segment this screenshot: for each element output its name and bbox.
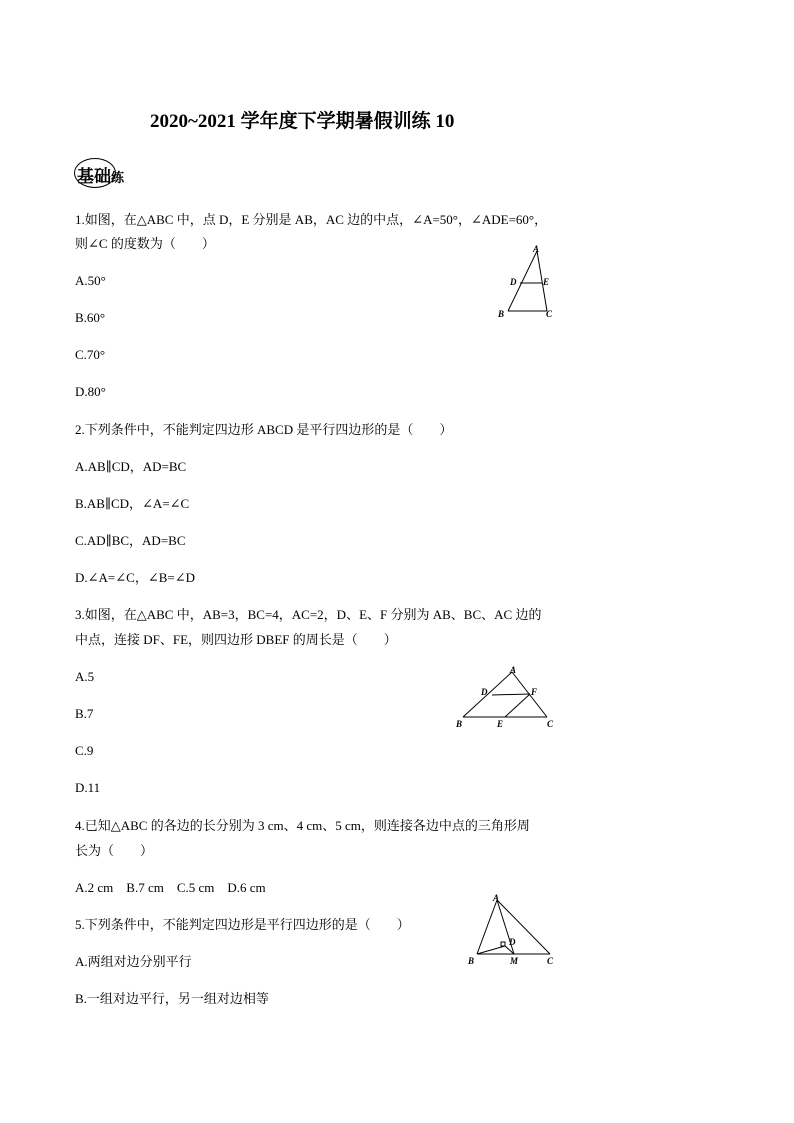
q3-label-b: B — [456, 719, 463, 729]
q3-stem-line1: 3.如图，在△ABC 中，AB=3，BC=4，AC=2，D、E、F 分别为 AB、BC、AC 边的 — [75, 607, 542, 622]
section-badge — [74, 158, 144, 190]
q5-label-d: D — [509, 937, 516, 947]
q3-label-d: D — [481, 687, 488, 697]
q5-label-a: A — [493, 893, 500, 903]
q5-label-m: M — [510, 956, 519, 966]
q5-option-b: B.一组对边平行，另一组对边相等 — [75, 991, 269, 1006]
q3-option-b: B.7 — [75, 706, 94, 721]
q1-label-d: D — [510, 277, 517, 287]
q5-figure — [462, 889, 566, 969]
q4-stem-line1: 4.已知△ABC 的各边的长分别为 3 cm、4 cm、5 cm，则连接各边中点的三角形周 — [75, 818, 530, 833]
q5-stem: 5.下列条件中，不能判定四边形是平行四边形的是（ ） — [75, 917, 410, 932]
q1-label-c: C — [546, 309, 553, 319]
q3-stem-line2: 中点，连接 DF、FE，则四边形 DBEF 的周长是（ ） — [75, 632, 397, 647]
q3-option-d: D.11 — [75, 780, 101, 795]
q2-option-c: C.AD∥BC，AD=BC — [75, 533, 186, 548]
q3-label-a: A — [510, 665, 517, 675]
q1-stem-line2: 则∠C 的度数为（ ） — [75, 236, 215, 251]
q2-option-b: B.AB∥CD，∠A=∠C — [75, 496, 190, 511]
q3-label-f: F — [531, 687, 538, 697]
q3-option-c: C.9 — [75, 743, 94, 758]
q3-label-c: C — [547, 719, 554, 729]
q1-figure — [490, 242, 570, 324]
q3-label-e: E — [497, 719, 504, 729]
q1-label-e: E — [543, 277, 550, 287]
q1-option-a: A.50° — [75, 273, 106, 288]
q1-stem-line1: 1.如图，在△ABC 中，点 D，E 分别是 AB，AC 边的中点，∠A=50°，∠ADE=60°， — [75, 212, 548, 227]
q1-option-c: C.70° — [75, 347, 106, 362]
page-title: 2020~2021 学年度下学期暑假训练 10 — [150, 111, 455, 132]
q3-figure — [448, 661, 568, 733]
q4-options: A.2 cm B.7 cm C.5 cm D.6 cm — [75, 880, 266, 895]
q5-label-c: C — [547, 956, 554, 966]
q1-option-d: D.80° — [75, 384, 106, 399]
q2-option-d: D.∠A=∠C，∠B=∠D — [75, 570, 195, 585]
q4-stem-line2: 长为（ ） — [75, 843, 154, 858]
q3-option-a: A.5 — [75, 669, 95, 684]
section-label-big: 基础 — [77, 167, 111, 186]
q5-label-b: B — [468, 956, 475, 966]
section-label-small: 练 — [111, 170, 125, 185]
q1-label-a: A — [533, 244, 540, 254]
q2-option-a: A.AB∥CD，AD=BC — [75, 459, 187, 474]
q1-option-b: B.60° — [75, 310, 106, 325]
q5-option-a: A.两组对边分别平行 — [75, 954, 192, 969]
q2-stem: 2.下列条件中，不能判定四边形 ABCD 是平行四边形的是（ ） — [75, 422, 453, 437]
q1-label-b: B — [498, 309, 505, 319]
